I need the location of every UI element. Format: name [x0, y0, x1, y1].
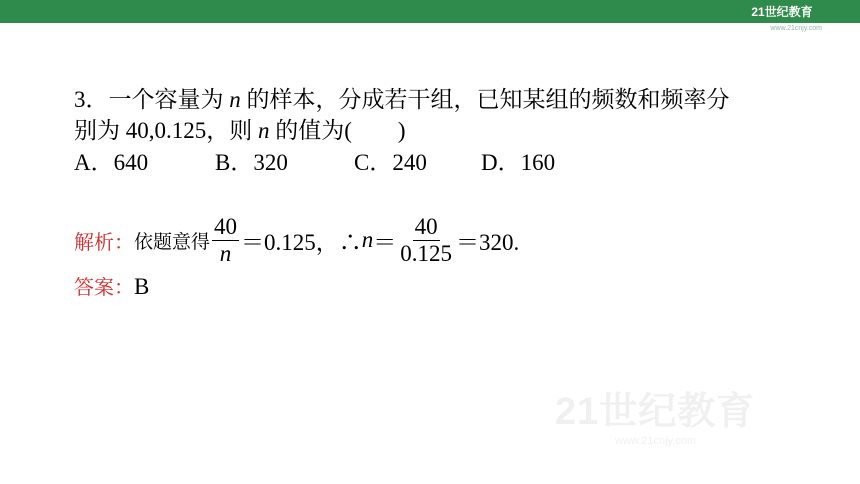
- variable-n: n: [229, 87, 241, 112]
- option-a: A．640: [74, 150, 149, 175]
- equation-part-1: ＝0.125，∴: [241, 229, 362, 255]
- option-c: C．240: [354, 150, 427, 175]
- answer-line: [74, 271, 149, 300]
- question-line-1: [74, 86, 730, 114]
- answer-label: 答案：: [74, 275, 134, 299]
- watermark-logo: 21世纪教育: [555, 391, 756, 433]
- question-text-1b: 的样本，分成若干组，已知某组的频数和频率分: [246, 87, 730, 112]
- fraction-numerator: 40: [214, 213, 238, 239]
- variable-n: n: [258, 118, 270, 143]
- question-number: 3．: [74, 87, 109, 112]
- variable-n: n: [361, 227, 374, 252]
- analysis-label: 解析：: [74, 229, 134, 254]
- fraction-numerator: 40: [414, 213, 438, 239]
- option-b: B．320: [215, 150, 288, 175]
- fraction-denominator: n: [219, 240, 232, 266]
- question-text-1a: 一个容量为: [108, 87, 224, 112]
- options-row: [74, 149, 555, 177]
- analysis-intro: 依题意得: [134, 230, 211, 253]
- top-bar: [0, 0, 860, 23]
- question-text-2a: 别为 40,0.125，则: [74, 118, 253, 143]
- fraction-40-over-0125: [398, 214, 454, 267]
- brand-url: www.21cnjy.com: [770, 25, 822, 32]
- option-d: D．160: [481, 150, 556, 175]
- question-text-2b: 的值为( ): [275, 118, 406, 143]
- watermark: [555, 380, 755, 447]
- fraction-denominator: 0.125: [400, 240, 453, 266]
- equation-part-2: ＝: [373, 229, 397, 255]
- answer-value: B: [134, 274, 150, 299]
- watermark-url: www.21cnjy.com: [615, 435, 697, 447]
- question-line-2: [74, 117, 406, 145]
- fraction-40-over-n: [212, 214, 239, 267]
- equation-result: ＝320.: [456, 229, 520, 255]
- brand-logo: 21世纪教育: [751, 5, 813, 19]
- analysis-line: [74, 212, 519, 268]
